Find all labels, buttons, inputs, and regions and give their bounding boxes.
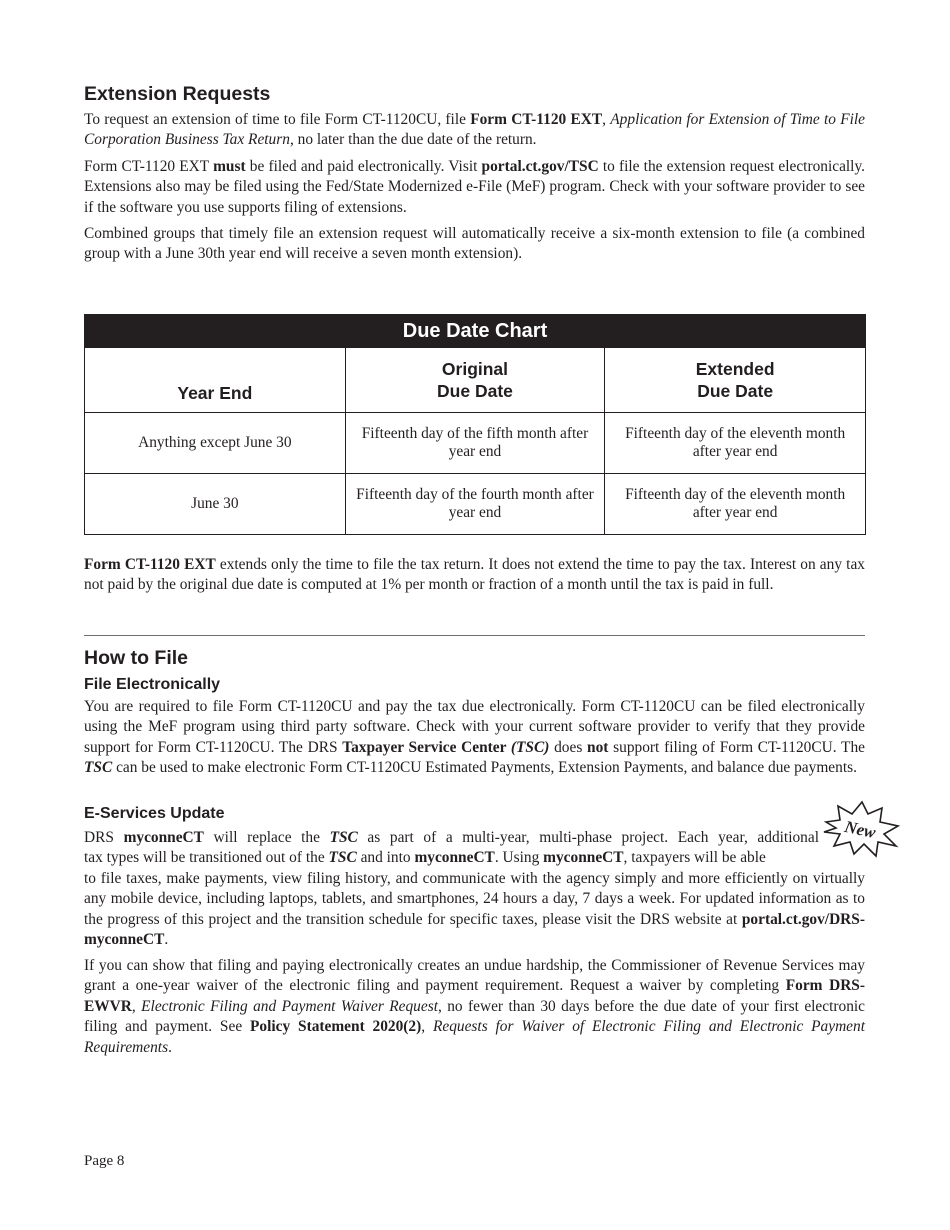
extended-due-date-header: Extended Due Date: [605, 348, 866, 413]
file-electronically-heading: File Electronically: [84, 676, 221, 693]
extension-note-paragraph: Form CT-1120 EXT extends only the time to file the tax return. It does not extend the time to pay the tax. Interest on any tax not paid by the original due date is computed at 1% per month or fraction of a month until the tax is paid in full.: [84, 556, 865, 594]
extension-paragraph-3: Combined groups that timely file an extension request will automatically receive a six-month extension to file (a combined group with a June 30th year end will receive a seven month extension).: [84, 225, 865, 263]
extended-due-date-cell: Fifteenth day of the eleventh month after year end: [605, 474, 866, 535]
extended-due-date-cell: Fifteenth day of the eleventh month after year end: [605, 413, 866, 474]
year-end-cell: June 30: [85, 474, 346, 535]
section-divider: [84, 635, 865, 636]
new-badge-icon: [818, 800, 902, 858]
year-end-header: Year End: [85, 348, 346, 413]
e-services-update-heading: E-Services Update: [84, 805, 225, 822]
waiver-paragraph: If you can show that filing and paying electronically creates an undue hardship, the Commissioner of Revenue Services may grant a one-year waiver of the electronic filing and payment requirement. Request a waiver by completing Form DRS-EWVR, Electronic Filing and Payment Waiver Request, no fewer than 30 days before the due date of your first electronic filing and payment. See Policy Statement 2020(2), Requests for Waiver of Electronic Filing and Electronic Payment Requirements.: [84, 957, 865, 1056]
extension-requests-heading: Extension Requests: [84, 83, 271, 105]
file-electronically-paragraph: You are required to file Form CT-1120CU and pay the tax due electronically. Form CT-1120CU can be filed electronically using the MeF program using third party software. Check with your current software provider to verify that they provide support for Form CT-1120CU. The DRS Taxpayer Service Center (TSC) does not support filing of Form CT-1120CU. The TSC can be used to make electronic Form CT-1120CU Estimated Payments, Extension Payments, and balance due payments.: [84, 698, 865, 777]
how-to-file-heading: How to File: [84, 647, 188, 669]
table-row: [85, 474, 866, 535]
original-due-date-header: Original Due Date: [345, 348, 605, 413]
table-row: [85, 413, 866, 474]
extension-paragraph-1: To request an extension of time to file Form CT-1120CU, file Form CT-1120 EXT, Application for Extension of Time to File Corporation Business Tax Return, no later than the due date of the return.: [84, 111, 865, 149]
due-date-chart-title: Due Date Chart: [85, 315, 866, 348]
original-due-date-cell: Fifteenth day of the fourth month after year end: [345, 474, 605, 535]
year-end-cell: Anything except June 30: [85, 413, 346, 474]
e-services-paragraph: DRS myconneCT will replace the TSC as part of a multi-year, multi-phase project. Each year, additional tax types will be transitioned out of the TSC and into myconneCT. Using myconneCT, taxpayers will be able to file taxes, make payments, view filing history, and communicate with the agency simply and more efficiently on virtually any mobile device, including laptops, tablets, and smartphones, 24 hours a day, 7 days a week. For updated information as to the progress of this project and the transition schedule for specific taxes, please visit the DRS website at portal.ct.gov/DRS-myconneCT.: [84, 829, 865, 949]
extension-paragraph-2: Form CT-1120 EXT must be filed and paid electronically. Visit portal.ct.gov/TSC to file the extension request electronically. Extensions also may be filed using the Fed/State Modernized e-File (MeF) program. Check with your software provider to see if the software you use supports filing of extensions.: [84, 158, 865, 216]
page-number: Page 8: [84, 1153, 125, 1169]
new-badge-label: New: [842, 816, 878, 843]
original-due-date-cell: Fifteenth day of the fifth month after year end: [345, 413, 605, 474]
due-date-chart: [84, 314, 866, 535]
